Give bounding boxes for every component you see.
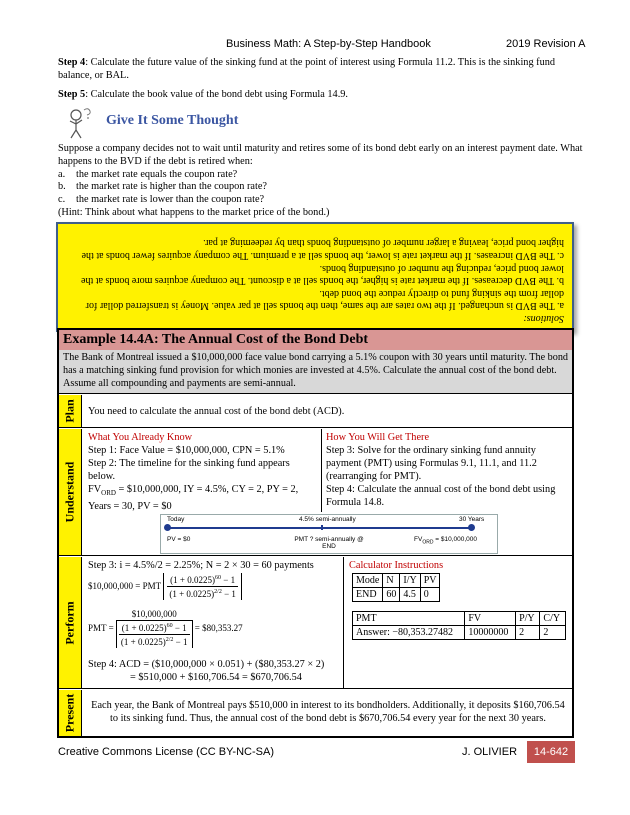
known-values: $FV_{ORD}$ = $10,000,000, IY = 4.5%, CY = 2, PY = 2, Years = 30, PV = $0 — [88, 484, 299, 513]
running-header-revision: 2019 Revision A — [506, 38, 586, 50]
known-title: What You Already Know — [88, 432, 193, 443]
timeline-pv: PV = $0 — [167, 536, 191, 543]
example-title: Example 14.4A: The Annual Cost of the Bond Debt — [59, 330, 572, 350]
perform-step4-line2: = $510,000 + $160,706.54 = $670,706.54 — [130, 672, 302, 683]
perform-equation-1: $10,000,000 = PMT $\frac{(1 + 0.0225)^{60} - 1}{(1 + 0.0225)^{2/2} - 1}$ — [88, 573, 242, 600]
perform-step4-line1: Step 4: ACD = ($10,000,000 × 0.051) + ($80,353.27 × 2) — [88, 659, 325, 670]
plan-label: Plan — [62, 399, 77, 423]
perform-label: Perform — [62, 600, 77, 645]
question-item-c: c. the market rate is lower than the coupon rate? — [58, 194, 265, 206]
solutions-box — [56, 222, 574, 332]
timeline-start-dot — [164, 524, 171, 531]
step4-text: : Calculate the future value of the sinking fund at the point of interest using Formula 11.2. This is the sinking fund balance, or BAL. — [58, 57, 556, 81]
timeline-fv: $FV_{ORD}$ = $10,000,000 — [414, 536, 477, 546]
question-block — [58, 143, 583, 220]
perform-equation-2: PMT = $\frac{\$10,000,000}{\frac{(1 + 0.0225)^{60} - 1}{(1 + 0.0225)^{2/2} - 1}}$ = $80,353.27 — [88, 609, 243, 647]
perform-step3-line: Step 3: i = 4.5%/2 = 2.25%; N = 2 × 30 = 60 payments — [88, 560, 314, 571]
step4-label: Step 4 — [58, 57, 86, 68]
solution-a: a. The BVD is unchanged. If the two rates are the same, then the bonds sell at par value. Money is transferred dollar for dollar from the sinking fund to directly reduce the bond debt. — [85, 287, 564, 312]
understand-label-bar — [59, 429, 82, 555]
question-item-b: b. the market rate is higher than the coupon rate? — [58, 181, 267, 193]
calculator-title: Calculator Instructions — [349, 560, 444, 571]
timeline-line — [167, 527, 471, 529]
question-intro: Suppose a company decides not to wait until maturity and retires some of its bond debt early on an interest payment date. What happens to the BVD if the debt is retired when: — [58, 143, 583, 167]
timeline-today: Today — [167, 516, 185, 523]
calc-table2-values: Answer: −80,353.27482 10000000 2 2 — [353, 626, 566, 640]
sinking-fund-timeline — [160, 514, 498, 554]
calc-table1-header: Mode N I/Y PV — [353, 574, 440, 588]
calculator-table-1 — [352, 573, 440, 602]
divider-present-top — [59, 688, 572, 689]
get-there-step3: Step 3: Solve for the ordinary sinking fund annuity payment (PMT) using Formulas 9.1, 11.1, and 11.2 (rearranging for PMT). — [326, 445, 537, 482]
known-step1: Step 1: Face Value = $10,000,000, CPN = 5.1% — [88, 445, 285, 456]
solutions-upside-down — [58, 224, 572, 330]
understand-get-there-column — [326, 431, 570, 509]
calc-table1-values: END 60 4.5 0 — [353, 588, 440, 602]
divider-perform-top — [59, 555, 572, 556]
step5-label: Step 5 — [58, 89, 86, 100]
gist-title: Give It Some Thought — [106, 113, 239, 128]
timeline-mid-tick — [321, 525, 323, 530]
footer-license: Creative Commons License (CC BY-NC-SA) — [58, 746, 274, 758]
known-step2: Step 2: The timeline for the sinking fund appears below. — [88, 458, 290, 482]
step5-paragraph — [58, 88, 583, 101]
present-label: Present — [62, 693, 77, 733]
calc-table2-header: PMT FV P/Y C/Y — [353, 612, 566, 626]
divider-understand-top — [59, 427, 572, 428]
footer-author: J. OLIVIER — [462, 746, 518, 758]
running-header-title: Business Math: A Step-by-Step Handbook — [226, 38, 431, 50]
present-text: Each year, the Bank of Montreal pays $510,000 in interest to its bondholders. Additionally, it deposits $160,706.54 to its sinking fund. Thus, the annual cost of the bond debt is $670,706.54 every year for the next 30 years. — [91, 700, 565, 724]
understand-column-divider — [321, 429, 322, 512]
get-there-title: How You Will Get There — [326, 432, 430, 443]
plan-label-bar — [59, 395, 82, 427]
solutions-label: Solutions: — [523, 313, 564, 324]
understand-known-column — [88, 431, 318, 513]
page-number-badge: 14-642 — [527, 741, 575, 763]
calculator-table-2 — [352, 611, 566, 640]
question-item-a: a. the market rate equals the coupon rate? — [58, 168, 238, 180]
thinking-person-icon — [62, 106, 98, 140]
timeline-end: 30 Years — [459, 516, 485, 523]
perform-column-divider — [343, 557, 344, 688]
timeline-rate: 4.5% semi-annually — [299, 516, 356, 523]
timeline-end-dot — [468, 524, 475, 531]
divider-plan-top — [59, 393, 572, 394]
step4-paragraph — [58, 56, 583, 82]
example-intro: The Bank of Montreal issued a $10,000,000 face value bond carrying a 5.1% coupon with 30 years until maturity. The bond has a matching sinking fund provision for which monies are invested at 4.5%. Calculate the annual cost of the bond debt. Assume all compounding and payments are semi-annual. — [59, 350, 572, 393]
perform-label-bar — [59, 557, 82, 688]
understand-label: Understand — [62, 461, 77, 523]
present-label-bar — [59, 690, 82, 736]
question-hint: (Hint: Think about what happens to the market price of the bond.) — [58, 206, 330, 218]
step5-text: : Calculate the book value of the bond debt using Formula 14.9. — [85, 89, 348, 100]
solution-c: c. The BVD increases. If the market rate is lower, the bonds sell at a premium. The company acquires fewer bonds at the higher bond price, leaving a larger number of outstanding bonds than by redeeming at par. — [81, 237, 564, 262]
plan-text: You need to calculate the annual cost of the bond debt (ACD). — [88, 406, 345, 417]
solution-b: b. The BVD decreases. If the market rate is higher, the bonds sell at a discount. The company acquires more bonds at the lower bond price, reducing the number of outstanding bonds. — [81, 262, 564, 287]
get-there-step4: Step 4: Calculate the annual cost of the bond debt using Formula 14.8. — [326, 484, 556, 508]
timeline-pmt: PMT ? semi-annually @ END — [294, 536, 364, 550]
